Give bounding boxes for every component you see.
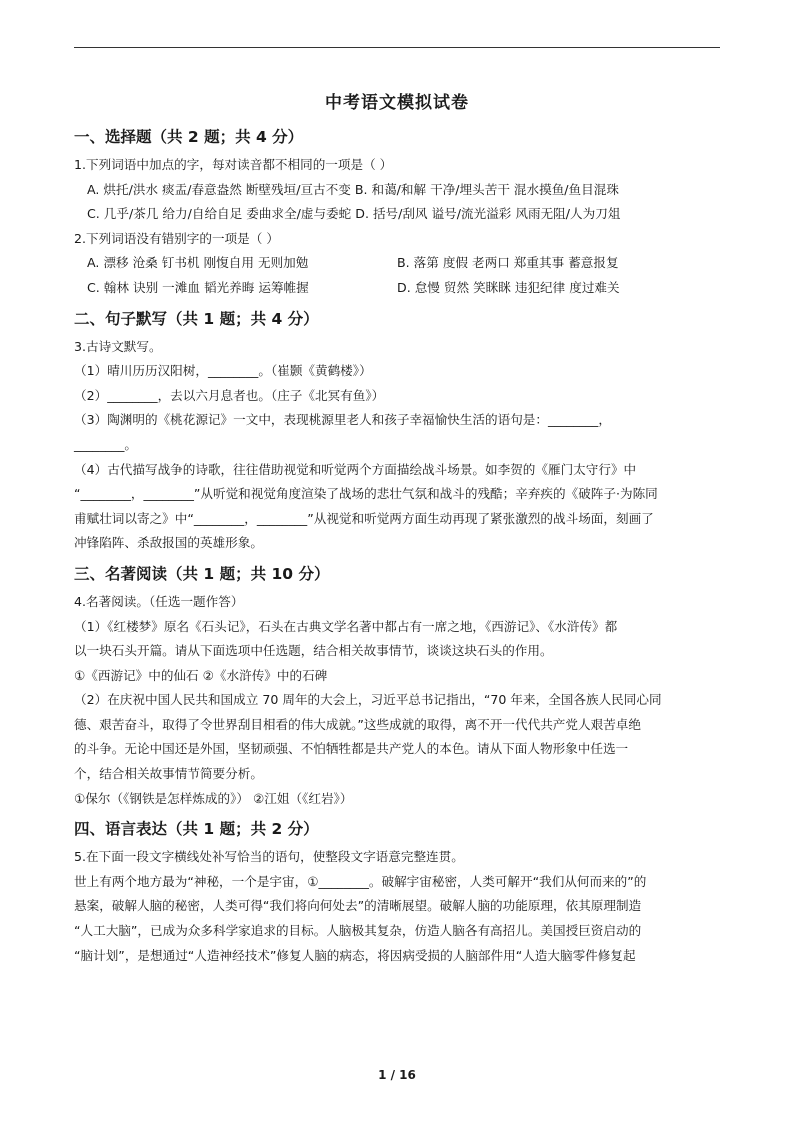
question-2-option-c: C. 翰林 诀别 一滩血 韬光养晦 运筹帷握 (87, 279, 309, 295)
question-5-line-3: “人工大脑”，已成为众多科学家追求的目标。人脑极其复杂，仿造人脑各有高招儿。美国授巨资启动的 (74, 923, 642, 939)
question-1-options-ab (74, 178, 720, 203)
question-3-part-4c: 甫赋壮词以寄之》中“________，________”从视觉和听觉两方面生动再现了紧张激烈的战斗场面，刻画了 (74, 510, 654, 526)
question-2-options-cd (74, 276, 720, 301)
question-5-line-4: “脑计划”，是想通过“人造神经技术”修复人脑的病态，将因病受损的人脑部件用“人造大脑零件修复起 (74, 947, 636, 963)
section-heading-choice: 一、选择题（共 2 题；共 4 分） (74, 128, 304, 146)
question-2-option-a: A. 漂移 沧桑 钉书机 刚愎自用 无则加勉 (87, 255, 309, 271)
question-2-option-d: D. 怠慢 贸然 笑眯眯 违犯纪律 度过难关 (397, 279, 620, 295)
question-4-part-1c: ①《西游记》中的仙石 ②《水浒传》中的石碑 (74, 667, 328, 683)
question-3-part-4a: （4）古代描写战争的诗歌，往往借助视觉和听觉两个方面描绘战斗场景。如李贺的《雁门太守行》中 (74, 461, 637, 477)
question-2-stem: 2.下列词语没有错别字的一项是（ ） (74, 230, 279, 246)
question-1-option-d: D. 括号/刮风 谥号/流光溢彩 风雨无阻/人为刀俎 (355, 206, 621, 222)
question-3-part-4d: 冲锋陷阵、杀敌报国的英雄形象。 (74, 535, 263, 551)
exam-title: 中考语文模拟试卷 (325, 93, 469, 113)
question-3-part-4b: “________，________”从听觉和视觉角度渲染了战场的悲壮气氛和战斗的残酷；辛弃疾的《破阵子·为陈同 (74, 486, 658, 502)
question-5-line-1: 世上有两个地方最为“神秘，一个是宇宙，①________。破解宇宙秘密，人类可解开“我们从何而来的”的 (74, 873, 647, 889)
question-1-option-a: A. 烘托/洪水 痰盂/春意盎然 断壁残垣/亘古不变 (87, 181, 351, 197)
question-1-stem: 1.下列词语中加点的字，每对读音都不相同的一项是（ ） (74, 157, 393, 172)
question-3-stem: 3.古诗文默写。 (74, 338, 162, 354)
section-heading-dictation: 二、句子默写（共 1 题；共 4 分） (74, 309, 319, 328)
question-3-part-1: （1）晴川历历汉阳树，________。（崔颢《黄鹤楼》） (74, 363, 372, 379)
question-1-option-b: B. 和蔼/和解 干净/埋头苦干 混水摸鱼/鱼目混珠 (354, 181, 619, 197)
question-4-part-2d: 个，结合相关故事情节简要分析。 (74, 766, 263, 782)
section-heading-expression: 四、语言表达（共 1 题；共 2 分） (74, 820, 319, 839)
question-4-part-2c: 的斗争。无论中国还是外国，坚韧顽强、不怕牺牲都是共产党人的本色。请从下面人物形象中任选一 (74, 741, 629, 757)
question-4-stem: 4.名著阅读。（任选一题作答） (74, 593, 244, 609)
question-4-part-1a: （1）《红楼梦》原名《石头记》，石头在古典文学名著中都占有一席之地，《西游记》、《水浒传》都 (74, 618, 618, 634)
question-4-part-1b: 以一块石头开篇。请从下面选项中任选题，结合相关故事情节，谈谈这块石头的作用。 (74, 643, 553, 659)
question-1-options-cd (74, 202, 720, 227)
question-4-part-2b: 德、艰苦奋斗，取得了令世界刮目相看的伟大成就。”这些成就的取得，离不开一代代共产党人艰苦卓绝 (74, 716, 641, 732)
question-3-part-2: （2）________，去以六月息者也。（庄子《北冥有鱼》） (74, 387, 385, 403)
question-3-part-3b: ________。 (74, 436, 137, 452)
question-1-option-c: C. 几乎/茶几 给力/自给自足 委曲求全/虚与委蛇 (87, 206, 352, 222)
question-3-part-3a: （3）陶渊明的《桃花源记》一文中，表现桃源里老人和孩子幸福愉快生活的语句是：________， (74, 412, 611, 428)
question-2-option-b: B. 落第 度假 老两口 郑重其事 蓄意报复 (397, 255, 619, 271)
page-number: 1 / 16 (378, 1068, 416, 1082)
question-2-options-ab (74, 251, 720, 276)
question-4-part-2a: （2）在庆祝中国人民共和国成立 70 周年的大会上，习近平总书记指出，“70 年来，全国各族人民同心同 (74, 692, 662, 708)
section-heading-classics: 三、名著阅读（共 1 题；共 10 分） (74, 564, 330, 583)
exam-page (74, 78, 720, 968)
question-5-stem: 5.在下面一段文字横线处补写恰当的语句，使整段文字语意完整连贯。 (74, 849, 464, 865)
question-4-part-2e: ①保尔（《钢铁是怎样炼成的》） ②江姐（《红岩》） (74, 790, 353, 806)
question-5-line-2: 悬案，破解人脑的秘密，人类可得“我们将向何处去”的清晰展望。破解人脑的功能原理，依其原理制造 (74, 898, 642, 914)
header-rule (74, 47, 720, 48)
